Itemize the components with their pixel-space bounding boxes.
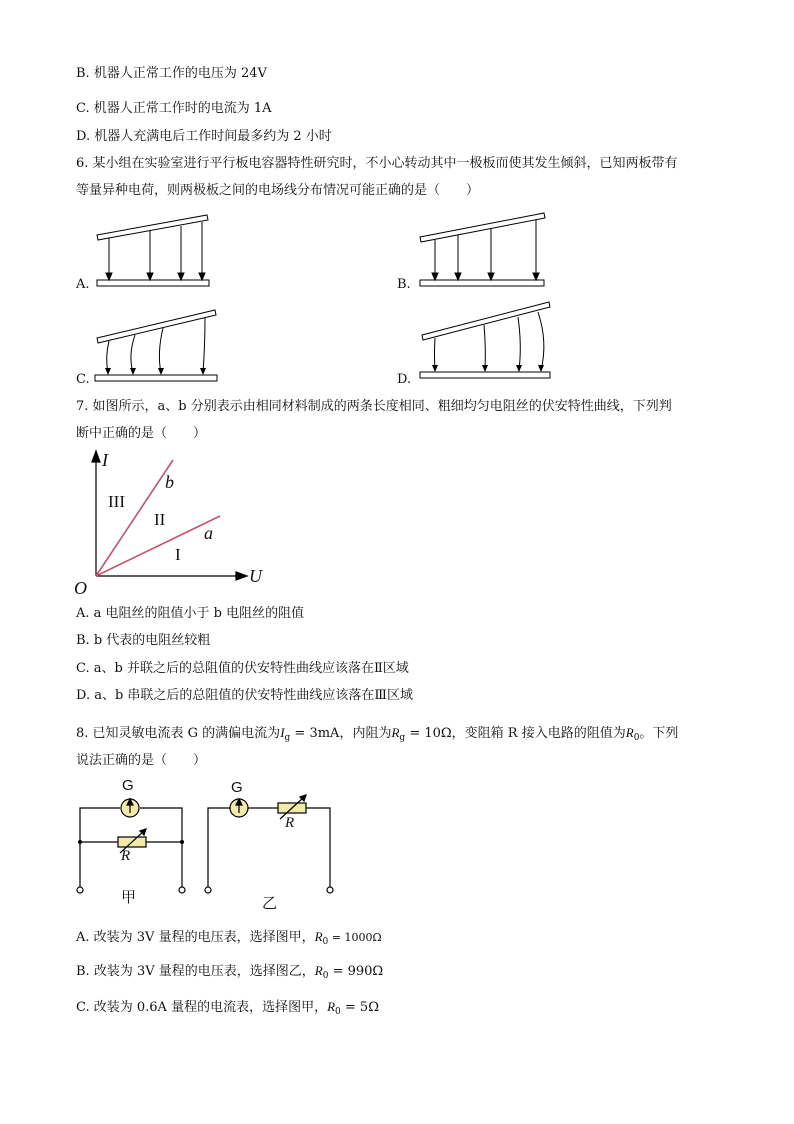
q8-rg-sub: g [399,733,406,743]
q7-stem-line2: 断中正确的是（ ） [76,426,207,441]
q6-figure-a [95,210,225,295]
q8-jia-resistor-label: R [121,848,131,864]
q8-option-a-symbol: R [314,929,323,944]
q6-stem-line1: 6. 某小组在实验室进行平行板电容器特性研究时，不小心转动其中一极板而使其发生倾斜，已知两板带有 [76,156,678,171]
q8-option-c-value: = 5Ω [340,1000,379,1015]
q8-option-c-sub: 0 [335,1007,341,1017]
q5-option-c: C. 机器人正常工作时的电流为 1A [76,101,272,116]
q6-figure-c [95,305,225,390]
q7-label-a: a [204,523,213,543]
q7-origin: O [74,578,87,598]
q8-option-c [76,998,379,1021]
q6-figure-b [418,210,553,295]
q8-stem-line2: 说法正确的是（ ） [76,753,207,768]
q6-stem-line2: 等量异种电荷，则两极板之间的电场线分布情况可能正确的是（ ） [76,183,480,198]
q8-rg-symbol: R [391,725,400,740]
q7-region-3: III [108,492,125,511]
q7-option-b: B. b 代表的电阻丝较粗 [76,633,211,648]
q7-option-d: D. a、b 串联之后的总阻值的伏安特性曲线应该落在Ⅲ区域 [76,688,413,703]
q8-r0-symbol: R [625,725,634,740]
q8-yi-resistor-label: R [285,815,295,831]
q8-ig-sub: g [284,733,291,743]
q7-axis-i: I [102,450,108,470]
q6-figure-d [418,300,553,385]
q5-option-b: B. 机器人正常工作的电压为 24V [76,66,267,81]
q8-circuit-yi [198,778,343,898]
q7-label-b: b [165,472,174,492]
q7-iv-graph [70,448,270,593]
q8-stem-pre: 8. 已知灵敏电流表 G 的满偏电流为 [76,726,281,741]
q8-stem-line1 [76,724,678,747]
q8-stem-mid1: ，内阻为 [339,726,392,741]
q8-stem-mid2: ，变阻箱 R 接入电路的阻值为 [451,726,626,741]
q6-label-a: A. [76,277,90,292]
q7-option-c: C. a、b 并联之后的总阻值的伏安特性曲线应该落在Ⅱ区域 [76,661,409,676]
q8-option-c-symbol: R [327,999,336,1014]
q8-option-a-text: A. 改装为 3V 量程的电压表，选择图甲， [76,930,315,945]
q6-label-b: B. [397,277,411,292]
q8-option-b-text: B. 改装为 3V 量程的电压表，选择图乙， [76,964,315,979]
q8-yi-meter-label: G [231,779,243,796]
q8-option-b-sub: 0 [322,971,329,981]
q8-option-a-sub: 0 [322,937,329,947]
q8-caption-yi: 乙 [262,894,278,912]
q6-label-d: D. [397,372,412,387]
q8-stem-end: 。下列 [639,726,679,741]
q8-option-b [76,962,383,985]
q8-circuit-jia [70,778,195,898]
q8-caption-jia: 甲 [121,888,137,906]
q8-rg-value: = 10Ω [405,726,452,741]
q8-option-a-value: = 1000Ω [328,931,382,944]
q7-option-a: A. a 电阻丝的阻值小于 b 电阻丝的阻值 [76,606,305,621]
q8-ig-value: = 3mA [290,726,340,741]
q8-option-c-text: C. 改装为 0.6A 量程的电流表，选择图甲， [76,1000,328,1015]
q7-region-1: I [175,545,181,564]
q8-r0-sub: 0 [633,733,640,743]
q8-jia-meter-label: G [122,777,134,794]
q5-option-d: D. 机器人充满电后工作时间最多约为 2 小时 [76,129,332,144]
q7-stem-line1: 7. 如图所示，a、b 分别表示由相同材料制成的两条长度相同、粗细均匀电阻丝的伏安特性曲线，下列判 [76,399,672,414]
q8-option-a [76,928,382,951]
q8-option-b-value: = 990Ω [328,964,384,979]
q8-ig-symbol: I [280,725,285,740]
q8-option-b-symbol: R [314,963,323,978]
q6-label-c: C. [76,372,90,387]
q7-axis-u: U [249,566,262,586]
q7-region-2: II [154,510,166,529]
